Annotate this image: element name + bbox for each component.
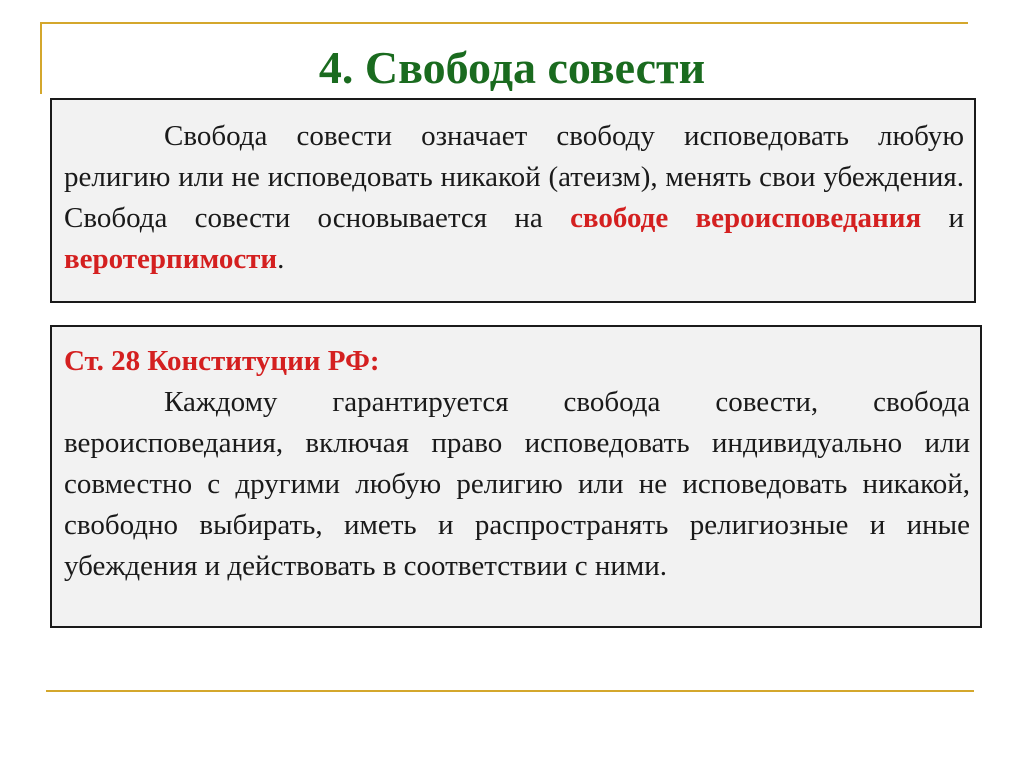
top-divider [40, 22, 968, 24]
slide-title: 4. Свобода совести [318, 42, 706, 93]
definition-text: Свобода совести означает свободу исповедовать любую религию или не исповедовать никакой (атеизм), менять свои убеждения. Свобода совести основывается на [64, 120, 964, 234]
term-tolerance: веротерпимости [64, 243, 278, 275]
term-freedom-of-religion: свободе вероисповедания [570, 202, 922, 234]
definition-connector: и [921, 202, 964, 234]
constitution-text: Каждому гарантируется свобода совести, свобода вероисповедания, включая право исповедовать индивидуально или совместно с другими любую религию или не исповедовать никакой, свободно выбирать, иметь и распространять религиозные и иные убеждения и действовать в соответствии с ними. [64, 386, 970, 582]
definition-box [50, 98, 976, 303]
definition-paragraph [64, 116, 964, 280]
bottom-divider [46, 690, 974, 692]
definition-ending: . [277, 243, 285, 275]
constitution-heading: Ст. 28 Конституции РФ: [64, 345, 380, 377]
constitution-box [50, 325, 982, 628]
